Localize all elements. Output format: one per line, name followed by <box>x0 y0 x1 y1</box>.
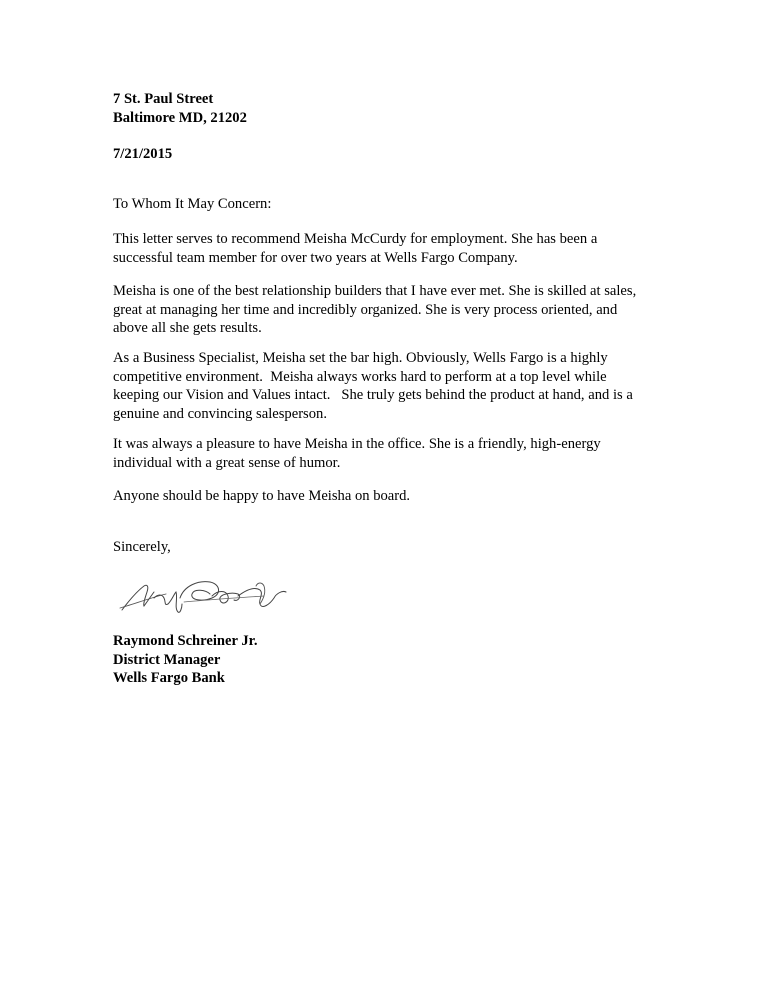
signer-company: Wells Fargo Bank <box>113 670 225 686</box>
paragraph-line: This letter serves to recommend Meisha McCurdy for employment. She has been a <box>113 231 598 247</box>
paragraph-1 <box>113 230 673 267</box>
address-street: 7 St. Paul Street <box>113 91 214 107</box>
date-text: 7/21/2015 <box>113 146 173 162</box>
salutation <box>113 195 673 214</box>
paragraph-line: It was always a pleasure to have Meisha in the office. She is a friendly, high-energy <box>113 436 601 452</box>
handwritten-signature <box>114 568 294 618</box>
paragraph-line: Anyone should be happy to have Meisha on board. <box>113 488 411 504</box>
closing-text: Sincerely, <box>113 539 171 555</box>
paragraph-line: genuine and convincing salesperson. <box>113 405 327 422</box>
paragraph-2 <box>113 282 673 338</box>
closing <box>113 538 673 557</box>
paragraph-3 <box>113 349 673 423</box>
paragraph-line: successful team member for over two years at Wells Fargo Company. <box>113 249 518 266</box>
paragraph-line: great at managing her time and incredibly organized. She is very process oriented, and <box>113 301 618 318</box>
paragraph-line: above all she gets results. <box>113 320 262 336</box>
salutation-text: To Whom It May Concern: <box>113 196 272 212</box>
paragraph-line: individual with a great sense of humor. <box>113 454 341 471</box>
paragraph-5 <box>113 487 673 506</box>
paragraph-line: competitive environment. Meisha always works hard to perform at a top level while <box>113 368 607 385</box>
address-city: Baltimore MD, 21202 <box>113 109 247 126</box>
paragraph-4 <box>113 435 673 472</box>
signer-name: Raymond Schreiner Jr. <box>113 633 258 649</box>
signature-block <box>113 632 673 688</box>
paragraph-line: As a Business Specialist, Meisha set the bar high. Obviously, Wells Fargo is a highly <box>113 350 608 366</box>
paragraph-line: Meisha is one of the best relationship builders that I have ever met. She is skilled at sales, <box>113 283 637 299</box>
letter-date <box>113 145 673 164</box>
signer-title: District Manager <box>113 651 221 668</box>
paragraph-line: keeping our Vision and Values intact. She truly gets behind the product at hand, and is a <box>113 387 633 403</box>
sender-address <box>113 90 673 127</box>
